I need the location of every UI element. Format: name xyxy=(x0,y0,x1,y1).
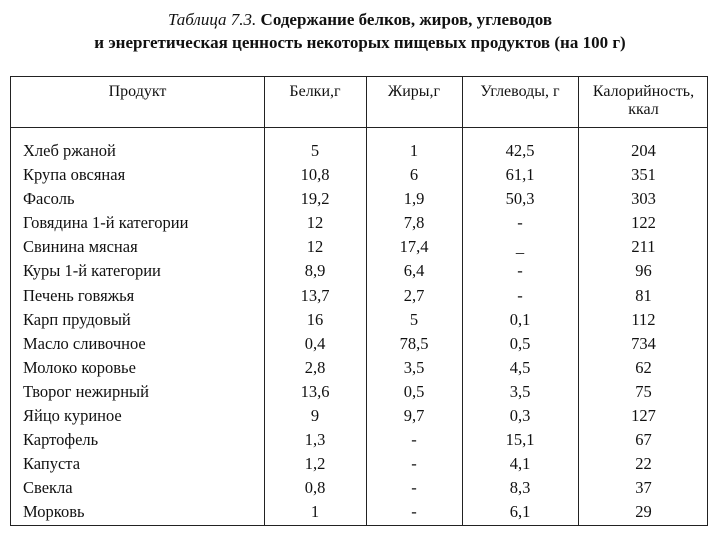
table-row xyxy=(11,259,707,283)
cell-protein: 13,6 xyxy=(300,381,330,401)
table-row xyxy=(11,404,707,428)
caption-subtitle: и энергетическая ценность некоторых пищевых продуктов (на 100 г) xyxy=(94,33,626,52)
cell-carbs: 4,5 xyxy=(509,357,531,377)
cell-name: Творог нежирный xyxy=(23,381,149,401)
cell-name: Крупа овсяная xyxy=(23,165,126,185)
cell-fat: 5 xyxy=(409,309,419,329)
cell-kcal: 22 xyxy=(635,454,652,474)
table-row xyxy=(11,139,707,163)
cell-kcal: 29 xyxy=(635,502,652,522)
cell-name: Морковь xyxy=(23,502,85,522)
table-row xyxy=(11,356,707,380)
cell-name: Свекла xyxy=(23,478,73,498)
cell-kcal: 67 xyxy=(635,430,652,450)
cell-kcal: 37 xyxy=(635,478,652,498)
table-row xyxy=(11,500,707,524)
table-caption xyxy=(0,8,720,54)
cell-name: Яйцо куриное xyxy=(23,406,122,426)
cell-fat: 2,7 xyxy=(403,285,425,305)
cell-carbs: 6,1 xyxy=(509,502,531,522)
cell-name: Масло сливочное xyxy=(23,333,146,353)
cell-protein: 0,8 xyxy=(304,478,326,498)
cell-protein: 0,4 xyxy=(304,333,326,353)
caption-label: Таблица 7.3. xyxy=(167,10,257,29)
cell-kcal: 62 xyxy=(635,357,652,377)
cell-protein: 9 xyxy=(310,406,320,426)
cell-protein: 1,2 xyxy=(304,454,326,474)
cell-carbs: 3,5 xyxy=(509,381,531,401)
table-row xyxy=(11,187,707,211)
cell-protein: 1 xyxy=(310,502,320,522)
cell-name: Карп прудовый xyxy=(23,309,131,329)
table-row xyxy=(11,332,707,356)
cell-carbs: 61,1 xyxy=(505,165,535,185)
cell-carbs: - xyxy=(517,261,523,281)
cell-fat: 1 xyxy=(409,141,419,160)
table-body xyxy=(11,139,707,525)
cell-carbs: - xyxy=(517,285,523,305)
cell-fat: - xyxy=(411,502,417,522)
cell-kcal: 81 xyxy=(635,285,652,305)
cell-kcal: 351 xyxy=(631,165,656,185)
cell-fat: 78,5 xyxy=(399,333,429,353)
cell-name: Говядина 1-й категории xyxy=(23,213,189,233)
cell-kcal: 204 xyxy=(631,141,656,160)
cell-name: Капуста xyxy=(23,454,81,474)
cell-carbs: 4,1 xyxy=(509,454,531,474)
cell-fat: - xyxy=(411,430,417,450)
cell-protein: 1,3 xyxy=(304,430,326,450)
cell-protein: 19,2 xyxy=(300,189,330,209)
cell-protein: 12 xyxy=(306,213,324,233)
header-calories-line2: ккал xyxy=(628,101,659,118)
cell-protein: 5 xyxy=(310,141,320,160)
cell-carbs: 8,3 xyxy=(509,478,531,498)
cell-carbs: 42,5 xyxy=(505,141,535,160)
cell-kcal: 96 xyxy=(635,261,652,281)
cell-name: Молоко коровье xyxy=(23,357,136,377)
cell-fat: 9,7 xyxy=(403,406,425,426)
caption-title: Содержание белков, жиров, углеводов xyxy=(260,10,553,29)
cell-kcal: 127 xyxy=(631,406,656,426)
cell-protein: 2,8 xyxy=(304,357,326,377)
table-row xyxy=(11,308,707,332)
cell-kcal: 122 xyxy=(631,213,656,233)
cell-fat: 1,9 xyxy=(403,189,425,209)
cell-fat: 17,4 xyxy=(399,237,429,257)
table-row xyxy=(11,380,707,404)
cell-name: Картофель xyxy=(23,430,99,450)
header-carbs: Углеводы, г xyxy=(480,83,560,100)
table-row xyxy=(11,163,707,187)
table-row xyxy=(11,428,707,452)
cell-kcal: 112 xyxy=(631,309,656,329)
cell-fat: - xyxy=(411,454,417,474)
cell-protein: 8,9 xyxy=(304,261,326,281)
cell-fat: 3,5 xyxy=(403,357,425,377)
cell-protein: 12 xyxy=(306,237,324,257)
header-fat: Жиры,г xyxy=(387,83,441,100)
cell-fat: 7,8 xyxy=(403,213,425,233)
cell-name: Фасоль xyxy=(23,189,75,209)
cell-kcal: 211 xyxy=(631,237,656,257)
cell-carbs: 0,3 xyxy=(509,406,531,426)
cell-name: Куры 1-й категории xyxy=(23,261,161,281)
cell-name: Печень говяжья xyxy=(23,285,135,305)
cell-carbs: _ xyxy=(515,237,525,257)
cell-protein: 13,7 xyxy=(300,285,330,305)
cell-name: Хлеб ржаной xyxy=(23,141,116,160)
cell-protein: 16 xyxy=(306,309,324,329)
cell-carbs: 0,5 xyxy=(509,333,531,353)
table-row xyxy=(11,452,707,476)
cell-fat: 6,4 xyxy=(403,261,425,281)
cell-carbs: - xyxy=(517,213,523,233)
cell-carbs: 50,3 xyxy=(505,189,535,209)
cell-kcal: 75 xyxy=(635,381,652,401)
header-product: Продукт xyxy=(108,83,167,100)
cell-carbs: 15,1 xyxy=(505,430,535,450)
table-row xyxy=(11,235,707,259)
cell-kcal: 734 xyxy=(631,333,656,353)
table-row xyxy=(11,476,707,500)
header-calories xyxy=(578,83,709,119)
header-calories-line1: Калорийность, xyxy=(592,83,695,100)
cell-protein: 10,8 xyxy=(300,165,330,185)
cell-carbs: 0,1 xyxy=(509,309,531,329)
header-protein: Белки,г xyxy=(289,83,341,100)
header-divider xyxy=(11,127,707,128)
cell-fat: 6 xyxy=(409,165,419,185)
cell-fat: - xyxy=(411,478,417,498)
nutrition-table xyxy=(10,76,708,526)
cell-fat: 0,5 xyxy=(403,381,425,401)
cell-name: Свинина мясная xyxy=(23,237,138,257)
cell-kcal: 303 xyxy=(631,189,656,209)
table-row xyxy=(11,211,707,235)
table-row xyxy=(11,284,707,308)
